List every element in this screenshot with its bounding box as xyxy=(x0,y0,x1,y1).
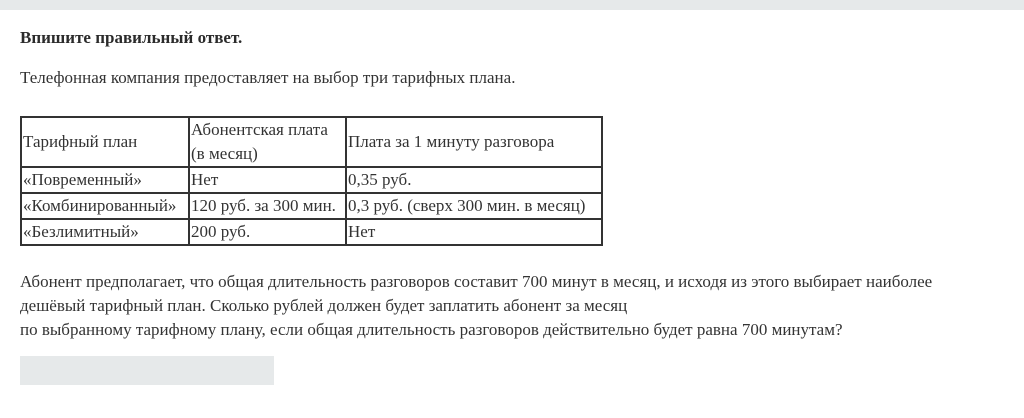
table-cell: Нет xyxy=(346,219,602,245)
table-cell: 0,3 руб. (сверх 300 мин. в месяц) xyxy=(346,193,602,219)
task-intro: Телефонная компания предоставляет на выбор три тарифных плана. xyxy=(20,68,516,87)
tariff-table xyxy=(20,116,603,246)
table-cell: «Безлимитный» xyxy=(21,219,189,245)
table-header-row xyxy=(21,117,602,167)
header-cell-plan: Тарифный план xyxy=(21,117,189,167)
task-question xyxy=(20,270,1010,342)
table-cell: 0,35 руб. xyxy=(346,167,602,193)
task-content xyxy=(20,26,1010,385)
table-row xyxy=(21,193,602,219)
table-cell: «Комбинированный» xyxy=(21,193,189,219)
table-cell: 200 руб. xyxy=(189,219,346,245)
table-row xyxy=(21,219,602,245)
question-line: Абонент предполагает, что общая длительность разговоров составит 700 минут в месяц, и исходя из этого выбирает наиболее xyxy=(20,272,933,291)
header-cell-fee: Абонентская плата (в месяц) xyxy=(189,117,346,167)
top-bar xyxy=(0,0,1024,10)
table-cell: Нет xyxy=(189,167,346,193)
answer-input[interactable] xyxy=(20,356,274,385)
table-cell: 120 руб. за 300 мин. xyxy=(189,193,346,219)
table-row xyxy=(21,167,602,193)
question-line: по выбранному тарифному плану, если общая длительность разговоров действительно будет равна 700 минутам? xyxy=(20,320,843,339)
question-line: дешёвый тарифный план. Сколько рублей должен будет заплатить абонент за месяц xyxy=(20,296,628,315)
task-instruction: Впишите правильный ответ. xyxy=(20,28,243,47)
header-cell-rate: Плата за 1 минуту разговора xyxy=(346,117,602,167)
table-cell: «Повременный» xyxy=(21,167,189,193)
